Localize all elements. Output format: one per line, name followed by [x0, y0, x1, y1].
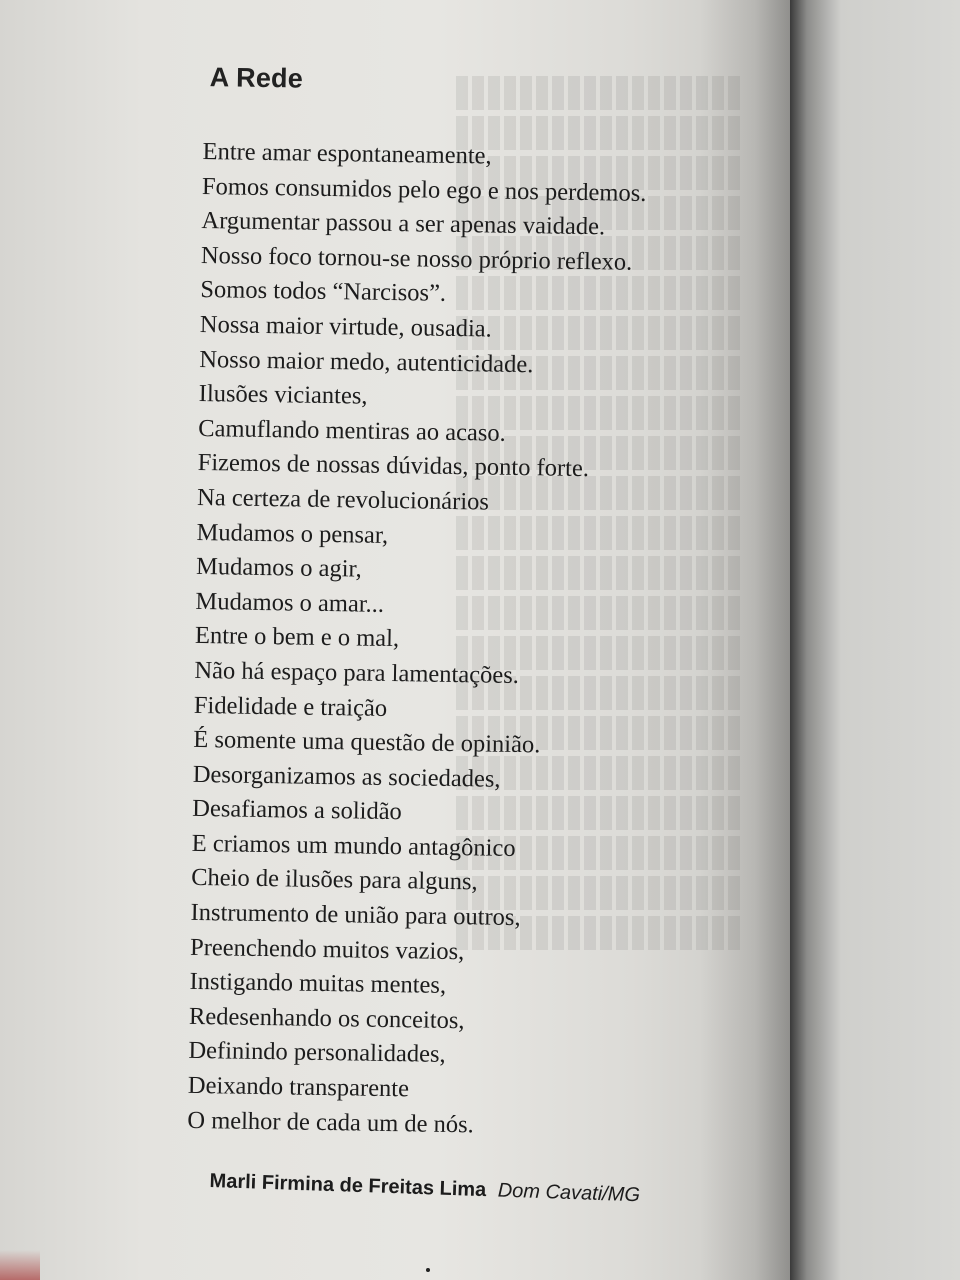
book-cover-edge	[0, 1250, 40, 1280]
poem-line: É somente uma questão de opinião.	[193, 726, 541, 759]
poem-line: E criamos um mundo antagônico	[191, 829, 516, 862]
poem-line: Deixando transparente	[187, 1071, 410, 1103]
poem-line: Fomos consumidos pelo ego e nos perdemos.	[201, 172, 647, 207]
poem-line: Não há espaço para lamentações.	[194, 656, 520, 689]
author-place: Dom Cavati/MG	[497, 1179, 641, 1207]
poem-body	[187, 135, 723, 1146]
poem-line: Cheio de ilusões para alguns,	[190, 864, 478, 896]
poem-line: Nossa maior virtude, ousadia.	[199, 310, 492, 343]
poem-line: Nosso maior medo, autenticidade.	[199, 345, 534, 378]
poem-line: Mudamos o agir,	[195, 553, 362, 583]
poem-line: Desafiamos a solidão	[192, 795, 403, 826]
poem-line: Na certeza de revolucionários	[196, 483, 490, 516]
poem-line: Redesenhando os conceitos,	[188, 1002, 465, 1035]
poem-line: Fidelidade e traição	[193, 691, 388, 722]
poem-line: O melhor de cada um de nós.	[187, 1106, 474, 1138]
poem-line: Camuflando mentiras ao acaso.	[198, 414, 506, 447]
poem-block	[187, 62, 724, 1146]
poem-title: A Rede	[209, 62, 304, 94]
poem-line: Ilusões viciantes,	[198, 380, 368, 410]
poem-line: Desorganizamos as sociedades,	[192, 760, 501, 793]
poem-line: Instrumento de união para outros,	[190, 898, 521, 932]
poem-line: Somos todos “Narcisos”.	[200, 276, 447, 308]
poem-line: Instigando muitas mentes,	[189, 968, 447, 1000]
poem-line: Preenchendo muitos vazios,	[189, 933, 465, 965]
poem-line: Fizemos de nossas dúvidas, ponto forte.	[197, 449, 590, 483]
poem-line: Entre o bem e o mal,	[194, 622, 400, 653]
page-mark	[426, 1268, 430, 1272]
book-right-page	[790, 0, 960, 1280]
poem-line: Argumentar passou a ser apenas vaidade.	[201, 207, 606, 241]
poem-line: Definindo personalidades,	[188, 1037, 446, 1069]
poem-line: Nosso foco tornou-se nosso próprio reflexo.	[200, 241, 633, 276]
poem-line: Entre amar espontaneamente,	[202, 137, 492, 170]
author-name: Marli Firmina de Freitas Lima	[209, 1170, 487, 1202]
poem-line: Mudamos o amar...	[195, 587, 385, 618]
poem-line: Mudamos o pensar,	[196, 518, 389, 549]
